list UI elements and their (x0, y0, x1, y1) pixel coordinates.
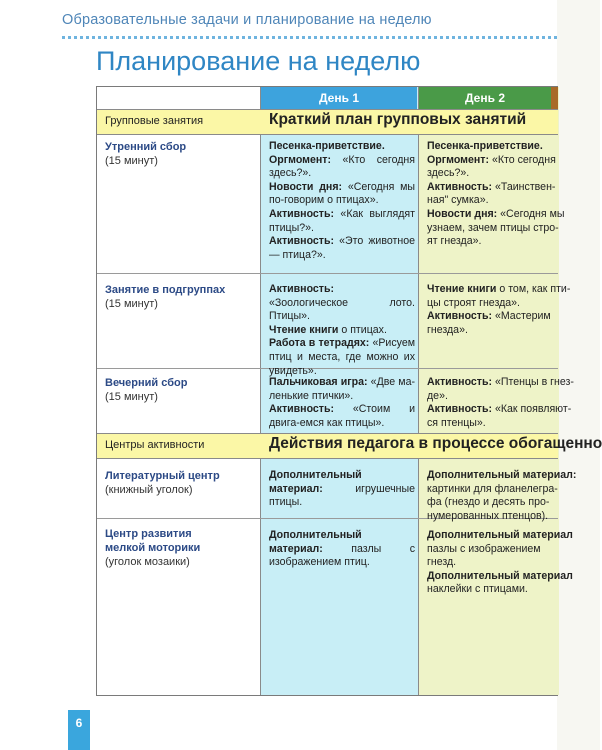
cell-lead: Дополнительный материал: (269, 469, 362, 495)
cell-text: игрушечные птицы. (269, 482, 415, 509)
cell-line (427, 222, 558, 236)
cell-text: «Мастерим (492, 310, 551, 323)
row-name: Литературный центр (105, 470, 220, 482)
section-band-group (97, 109, 558, 135)
cell-lead: Активность: (269, 207, 335, 220)
cell-lead: Дополнительный материал (427, 529, 573, 541)
cell-text: «Как появляют- (492, 403, 572, 416)
cell-lead: Оргмомент: (269, 153, 331, 166)
cell-line (427, 496, 558, 510)
cell-lead: Чтение книги (427, 283, 497, 295)
cell-line (427, 181, 558, 195)
cell-lead: Активность: (269, 283, 335, 295)
cell-text: «Две ма-ленькие птички». (269, 376, 415, 402)
row-duration: (уголок мозаики) (105, 556, 190, 568)
row-label-literary (105, 469, 255, 497)
row-name: Центр развития мелкой моторики (105, 528, 201, 554)
cell-text: о том, как пти- (496, 283, 571, 295)
page-title: Планирование на неделю (96, 46, 421, 76)
cell-line (269, 208, 415, 235)
cell-text: гнезда». (427, 323, 468, 336)
cell-lead: Дополнительный материал: (269, 529, 362, 555)
cell-text: ся птенцы». (427, 416, 486, 429)
cell-lead: Дополнительный материал (427, 569, 573, 582)
cell-line (269, 469, 415, 510)
cell-lead: Активность: (269, 235, 335, 248)
cell-line (427, 376, 574, 390)
cell-line (427, 403, 572, 417)
cell-lead: Новости дня: (427, 207, 498, 220)
cell-line (427, 417, 558, 431)
section-label: Групповые занятия (105, 115, 204, 127)
cell-lead: Активность: (427, 376, 493, 388)
row-name: Утренний сбор (105, 141, 187, 153)
cell-day2-morning (427, 140, 565, 249)
cell-text: пазлы с изображением (427, 542, 541, 555)
row-divider (97, 273, 558, 274)
cell-lead: Песенка-приветствие. (269, 140, 385, 152)
cell-line (427, 324, 558, 338)
cell-line (427, 167, 558, 181)
cell-text: «Птенцы в гнез- (492, 376, 574, 388)
cell-text: «Кто сегодня (489, 153, 556, 166)
cell-line (269, 337, 415, 378)
day1-header: День 1 (261, 87, 417, 109)
cell-line (427, 390, 558, 404)
row-label-evening (105, 376, 255, 404)
section-title: Действия педагога в процессе обогащенно (269, 435, 602, 452)
cell-line (427, 543, 558, 557)
cell-lead: Новости дня: (269, 180, 343, 193)
section-title: Краткий план групповых занятий (269, 111, 527, 128)
cell-line (269, 235, 415, 262)
row-label-morning (105, 140, 255, 168)
cell-line (269, 140, 415, 154)
cell-text: «Кто сегодня здесь?». (269, 153, 415, 180)
cell-text: цы строят гнезда». (427, 296, 520, 309)
cell-text: де». (427, 389, 448, 402)
cell-text: гнезд. (427, 556, 457, 569)
row-label-motor (105, 527, 223, 569)
cell-day2-literary (427, 469, 577, 523)
cell-day1-subgroups (269, 283, 415, 378)
cell-line (427, 569, 573, 584)
page-number: 6 (68, 710, 90, 750)
cell-lead: Активность: (427, 310, 493, 323)
cell-day1-morning (269, 140, 415, 262)
cell-line (269, 324, 415, 338)
cell-day1-motor (269, 529, 415, 570)
cell-text: нумерованных птенцов). (427, 509, 549, 522)
cell-line (427, 469, 577, 483)
cell-text: здесь?». (427, 167, 470, 180)
cell-line (427, 556, 558, 570)
row-duration: (15 минут) (105, 155, 158, 167)
cell-text: «Стоим и двига-емся как птицы». (269, 403, 415, 429)
cell-day1-evening (269, 376, 415, 430)
row-name: Вечерний сбор (105, 377, 188, 389)
cell-text: «Это животное — птица?». (269, 235, 415, 261)
cell-text: «Сегодня мы по-говорим о птицах». (269, 180, 416, 207)
cell-text: ят гнезда». (427, 235, 482, 248)
weekly-plan-table (96, 86, 602, 696)
row-duration: (15 минут) (105, 298, 158, 310)
cell-line (427, 297, 558, 311)
cell-line (427, 235, 558, 249)
day2-header: День 2 (419, 87, 551, 109)
row-duration: (15 минут) (105, 391, 158, 403)
cell-line (269, 529, 415, 570)
cell-lead: Пальчиковая игра: (269, 376, 368, 388)
cell-text: узнаем, зачем птицы стро- (427, 221, 559, 234)
cell-text: наклейки с птицами. (427, 583, 528, 596)
cell-line (427, 583, 558, 597)
cell-lead: Чтение книги (269, 323, 339, 336)
cell-line (427, 154, 558, 168)
cell-text: ная" сумка». (427, 194, 489, 207)
cell-line (427, 207, 565, 222)
section-label: Центры активности (105, 439, 205, 451)
cell-line (427, 529, 573, 543)
cell-text: картинки для фланелегра- (427, 482, 558, 495)
cell-lead: Песенка-приветствие. (427, 140, 543, 152)
cell-text: «Зоологическое лото. Птицы». (269, 296, 415, 323)
cell-lead: Работа в тетрадях: (269, 337, 370, 350)
cell-lead: Оргмомент: (427, 153, 489, 166)
page-edge (557, 0, 600, 750)
cell-day1-literary (269, 469, 415, 510)
cell-lead: Дополнительный материал: (427, 469, 577, 481)
cell-line (427, 483, 558, 497)
cell-text: пазлы с изображением птиц. (269, 542, 415, 569)
cell-line (269, 403, 415, 430)
cell-text: «Таинствен- (492, 180, 556, 193)
cell-line (427, 194, 558, 208)
cell-line (427, 510, 558, 524)
cell-line (427, 310, 558, 324)
cell-line (427, 140, 558, 154)
cell-day2-subgroups (427, 283, 571, 337)
cell-day2-motor (427, 529, 573, 597)
row-duration: (книжный уголок) (105, 484, 193, 496)
cell-line (269, 181, 415, 208)
running-title: Образовательные задачи и планирование на неделю (62, 12, 432, 28)
cell-text: «Как выглядят птицы?». (269, 207, 415, 234)
cell-line (269, 154, 415, 181)
cell-text: о птицах. (338, 323, 387, 336)
cell-lead: Активность: (427, 180, 493, 193)
cell-line (269, 283, 415, 324)
section-band-centers (97, 433, 602, 459)
row-name: Занятие в подгруппах (105, 284, 226, 296)
dotted-divider (62, 36, 557, 39)
cell-text: «Сегодня мы (497, 207, 565, 220)
row-label-subgroups (105, 283, 255, 311)
cell-line (269, 376, 415, 403)
cell-lead: Активность: (269, 403, 335, 416)
cell-day2-evening (427, 376, 574, 430)
day3-header-edge (551, 87, 558, 109)
cell-text: «Рисуем птиц и места, где можно их увидеть». (269, 337, 415, 377)
cell-lead: Активность: (427, 403, 493, 416)
cell-text: фа (гнездо и десять про- (427, 496, 550, 509)
cell-line (427, 283, 571, 297)
